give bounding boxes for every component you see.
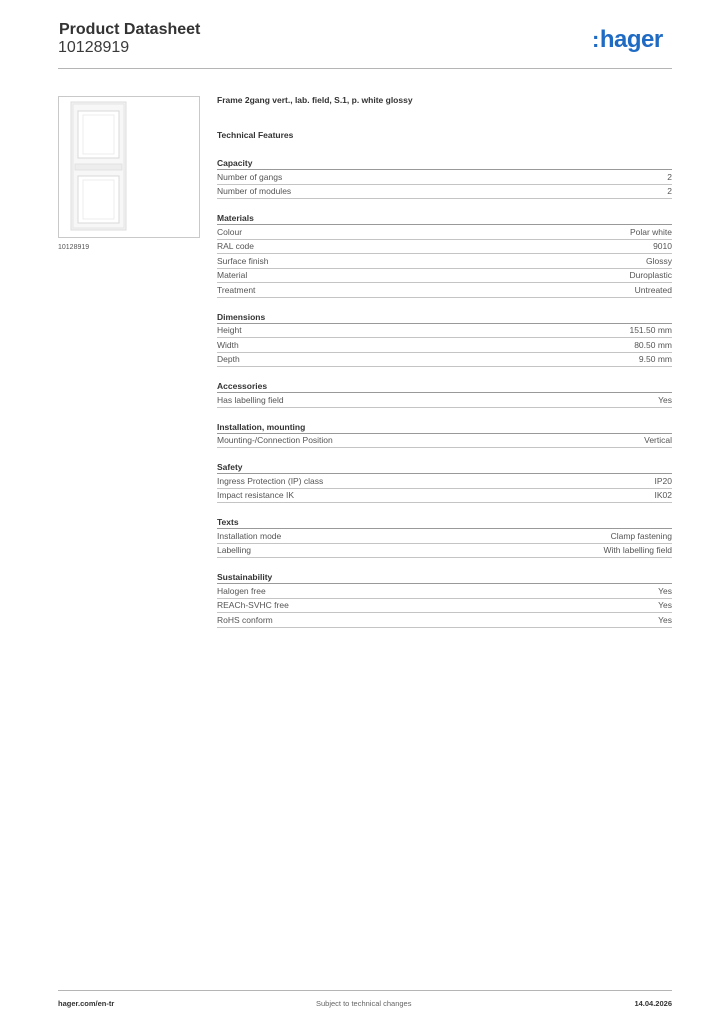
feature-label: Installation mode bbox=[217, 530, 282, 541]
feature-row bbox=[217, 599, 672, 614]
feature-row bbox=[217, 240, 672, 255]
feature-row bbox=[217, 225, 672, 240]
feature-row bbox=[217, 529, 672, 544]
group-title: Capacity bbox=[217, 157, 672, 170]
image-caption: 10128919 bbox=[58, 244, 90, 251]
group-title: Accessories bbox=[217, 380, 672, 393]
feature-label: REACh-SVHC free bbox=[217, 600, 289, 611]
feature-label: Impact resistance IK bbox=[217, 490, 295, 501]
feature-group bbox=[217, 380, 672, 408]
feature-value: Untreated bbox=[634, 284, 672, 295]
product-image bbox=[58, 96, 200, 238]
footer-date: 14.04.2026 bbox=[634, 999, 672, 1008]
feature-value: IP20 bbox=[654, 475, 672, 486]
feature-label: Mounting-/Connection Position bbox=[217, 435, 333, 446]
feature-row bbox=[217, 393, 672, 408]
feature-group bbox=[217, 157, 672, 199]
feature-value: 151.50 mm bbox=[629, 325, 672, 336]
feature-groups bbox=[217, 157, 672, 628]
frame-2gang-icon bbox=[59, 97, 199, 237]
feature-label: RAL code bbox=[217, 241, 255, 252]
hager-logo bbox=[592, 28, 663, 52]
group-title: Installation, mounting bbox=[217, 421, 672, 434]
product-title: Frame 2gang vert., lab. field, S.1, p. white glossy bbox=[217, 95, 413, 105]
feature-row bbox=[217, 185, 672, 200]
feature-label: Labelling bbox=[217, 545, 252, 556]
feature-label: Surface finish bbox=[217, 255, 269, 266]
feature-value: Vertical bbox=[644, 435, 672, 446]
feature-label: Treatment bbox=[217, 284, 256, 295]
feature-group bbox=[217, 421, 672, 449]
group-title: Dimensions bbox=[217, 311, 672, 324]
feature-row bbox=[217, 254, 672, 269]
group-title: Texts bbox=[217, 516, 672, 529]
feature-value: 80.50 mm bbox=[634, 339, 672, 350]
feature-label: Number of gangs bbox=[217, 171, 283, 182]
product-code: 10128919 bbox=[58, 39, 130, 56]
feature-value: Duroplastic bbox=[629, 270, 672, 281]
feature-group bbox=[217, 212, 672, 298]
datasheet-content bbox=[217, 95, 672, 628]
feature-value: Clamp fastening bbox=[610, 530, 672, 541]
feature-label: Ingress Protection (IP) class bbox=[217, 475, 324, 486]
feature-row bbox=[217, 474, 672, 489]
feature-value: 2 bbox=[667, 186, 672, 197]
feature-row bbox=[217, 353, 672, 368]
feature-row bbox=[217, 613, 672, 628]
header-divider bbox=[58, 68, 672, 69]
footer-disclaimer: Subject to technical changes bbox=[316, 999, 412, 1008]
feature-label: Colour bbox=[217, 226, 243, 237]
feature-label: Number of modules bbox=[217, 186, 292, 197]
feature-value: With labelling field bbox=[603, 545, 672, 556]
feature-value: 9.50 mm bbox=[638, 354, 672, 365]
feature-row bbox=[217, 489, 672, 504]
feature-label: Has labelling field bbox=[217, 394, 284, 405]
feature-value: Yes bbox=[658, 600, 672, 611]
feature-label: Height bbox=[217, 325, 242, 336]
feature-value: IK02 bbox=[654, 490, 672, 501]
feature-group bbox=[217, 311, 672, 368]
feature-row bbox=[217, 338, 672, 353]
feature-value: Polar white bbox=[629, 226, 672, 237]
feature-row bbox=[217, 324, 672, 339]
feature-row bbox=[217, 544, 672, 559]
logo-dots-icon: : bbox=[592, 27, 599, 52]
feature-group bbox=[217, 571, 672, 628]
feature-value: Yes bbox=[658, 614, 672, 625]
technical-features-heading: Technical Features bbox=[217, 130, 294, 140]
feature-label: Material bbox=[217, 270, 248, 281]
feature-value: 2 bbox=[667, 171, 672, 182]
feature-value: 9010 bbox=[653, 241, 672, 252]
feature-label: Halogen free bbox=[217, 585, 266, 596]
page-title: Product Datasheet bbox=[59, 21, 201, 38]
footer-website: hager.com/en-tr bbox=[58, 999, 115, 1008]
feature-group bbox=[217, 461, 672, 503]
group-title: Safety bbox=[217, 461, 672, 474]
group-title: Materials bbox=[217, 212, 672, 225]
feature-row bbox=[217, 170, 672, 185]
group-title: Sustainability bbox=[217, 571, 672, 584]
feature-row bbox=[217, 269, 672, 284]
feature-group bbox=[217, 516, 672, 558]
feature-value: Yes bbox=[658, 394, 672, 405]
footer-divider bbox=[58, 990, 672, 991]
feature-row bbox=[217, 434, 672, 449]
feature-value: Glossy bbox=[646, 255, 672, 266]
feature-label: RoHS conform bbox=[217, 614, 273, 625]
feature-value: Yes bbox=[658, 585, 672, 596]
feature-row bbox=[217, 283, 672, 298]
logo-text: hager bbox=[599, 26, 663, 53]
feature-label: Depth bbox=[217, 354, 240, 365]
feature-row bbox=[217, 584, 672, 599]
feature-label: Width bbox=[217, 339, 239, 350]
